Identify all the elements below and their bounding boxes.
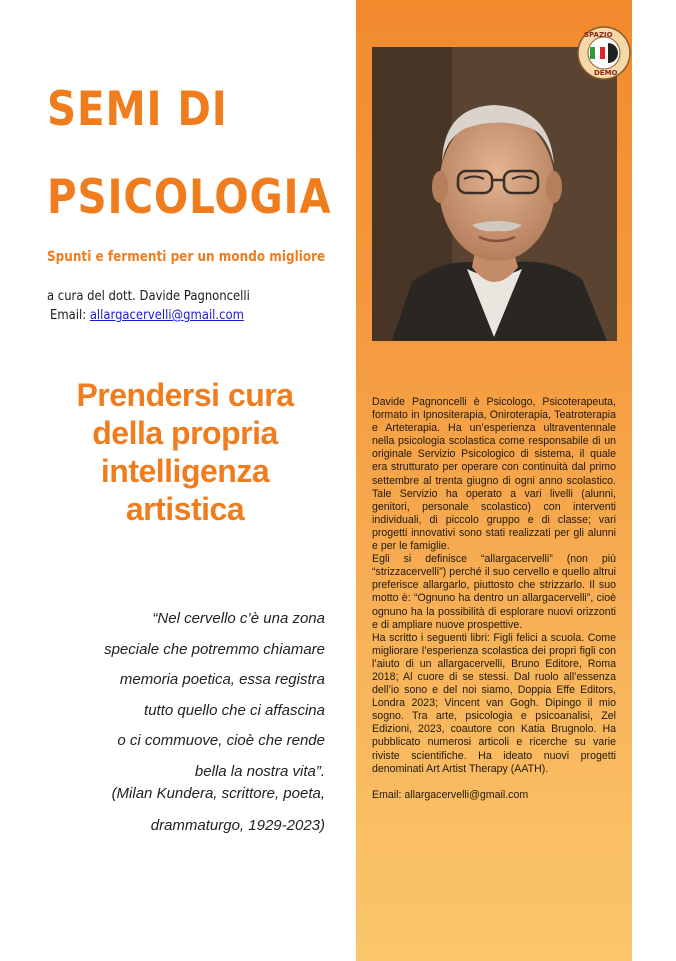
quote-line: bella la nostra vita”. (194, 762, 325, 780)
email-link[interactable]: allargacervelli@gmail.com (89, 307, 244, 323)
quote-line: o ci commuove, cioè che rende (117, 732, 325, 749)
article-title-line: intelligenza (100, 453, 270, 489)
email-label: Email: (50, 307, 90, 323)
bio-paragraph: Ha scritto i seguenti libri: Figli felici a scuola. Come migliorare l’esperienza scolastica dei propri figli con l’aiuto di un allargacervelli, Bruno Editore, Roma 2018; Al cuore di se stessi. Dal ruolo all’essenza dell’io sono e del noi siamo, Doppia Effe Editors, Londra 2023; Vincent van Gogh. Dipingo il mio sogno. Tra arte, psicologia e psicoanalisi, Zel Edizioni, 2023, coautore con Katia Brugnolo. Ha pubblicato numerosi articoli e ricerche su varie riviste scientifiche. Ha ideato nuovi progetti denominati Art Artist Therapy (AATH). (372, 631, 616, 775)
author-photo (372, 47, 617, 341)
page-title-line2: PSICOLOGIA (47, 170, 332, 225)
author-panel (356, 0, 632, 961)
logo-badge-icon (576, 25, 632, 81)
article-title-line: artistica (125, 491, 245, 527)
attribution-line: (Milan Kundera, scrittore, poeta, (111, 785, 325, 802)
article-title (40, 376, 330, 528)
page-title-line1: SEMI DI (47, 82, 228, 137)
portrait-illustration (372, 47, 617, 341)
quote-attribution (60, 783, 325, 836)
page-subtitle: Spunti e fermenti per un mondo migliore (47, 249, 326, 265)
email-line (50, 307, 244, 323)
quote-line: speciale che potremmo chiamare (104, 640, 325, 658)
logo-text-mid: DEMO (594, 69, 618, 77)
spazio-demo-logo (576, 25, 632, 81)
quote-line: tutto quello che ci affascina (144, 701, 325, 719)
quote-line: memoria poetica, essa registra (119, 671, 325, 688)
author-bio (372, 396, 616, 802)
article-title-line: Prendersi cura (76, 377, 294, 413)
bio-paragraph: Davide Pagnoncelli è Psicologo, Psicoterapeuta, formato in Ipnositerapia, Oniroterapia, Teatroterapia e Arteterapia. Ha un’esperienza ultraventennale nella psicologia scolastica come responsabile di un originale Servizio Psicologico di sistema, il quale era strutturato per operare con continuità dal primo settembre al trenta giugno di ogni anno scolastico. Tale Servizio ha operato a vari livelli (alunni, genitori, personale scolastico) con interventi individuali, di piccolo gruppo e di classe; vari progetti innovativi sono stati realizzati per gli alunni e per le famiglie. (372, 396, 616, 553)
quote-line: “Nel cervello c’è una zona (152, 610, 325, 627)
bio-paragraph: Egli si definisce “allargacervelli” (non più “strizzacervelli”) perché il suo cervello e quello altrui preferisce allargarlo, piuttosto che strizzarlo. Il suo motto è: “Ognuno ha dentro un allargacervelli”, cioè ognuno ha la possibilità di esplorare nuovi orizzonti e di ampliare nuove prospettive. (372, 553, 616, 631)
attribution-line: drammaturgo, 1929-2023) (150, 817, 325, 834)
article-title-line: della propria (92, 415, 278, 451)
logo-text-top: SPAZIO (584, 31, 613, 39)
curator-credit: a cura del dott. Davide Pagnoncelli (47, 288, 250, 304)
quote-block (60, 604, 325, 787)
bio-email: Email: allargacervelli@gmail.com (372, 788, 529, 801)
